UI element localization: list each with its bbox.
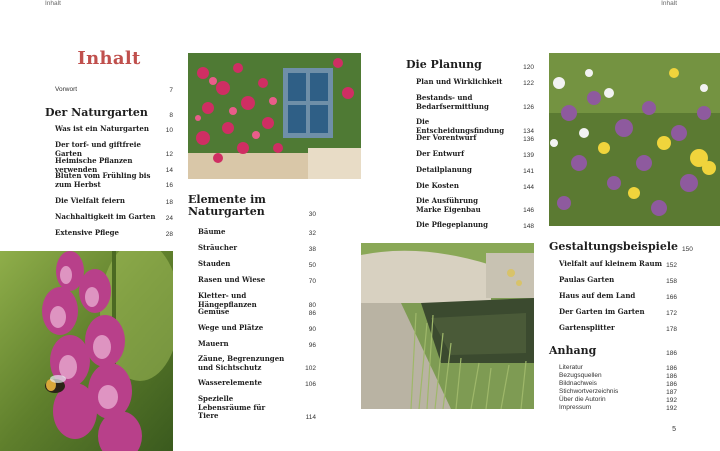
toc-label: Der Entwurf <box>416 149 465 158</box>
toc-page: 86 <box>308 309 316 317</box>
toc-entry[interactable] <box>559 404 677 412</box>
toc-entry[interactable] <box>198 276 316 285</box>
toc-section-elemente[interactable] <box>188 194 316 218</box>
toc-entry[interactable] <box>559 388 677 396</box>
toc-entry[interactable] <box>198 260 316 269</box>
toc-entry[interactable] <box>416 94 534 111</box>
toc-label: Plan und Wirklichkeit <box>416 77 503 86</box>
toc-entry[interactable] <box>416 78 534 87</box>
toc-page: 148 <box>523 222 534 230</box>
toc-label: Was ist ein Naturgarten <box>55 124 149 133</box>
toc-page: 139 <box>523 151 534 159</box>
toc-entry[interactable] <box>559 364 677 372</box>
toc-page: 106 <box>305 380 316 388</box>
toc-page: 178 <box>666 325 677 333</box>
toc-page: 144 <box>523 183 534 191</box>
toc-label: Vielfalt auf kleinem Raum <box>559 259 663 268</box>
toc-label: Paulas Garten <box>559 275 615 284</box>
toc-page: 172 <box>666 309 677 317</box>
toc-label: Stauden <box>198 259 231 268</box>
toc-label: Der torf- und giftfreie Garten <box>55 140 141 158</box>
toc-entry[interactable] <box>198 324 316 333</box>
toc-label: Bezugsquellen <box>559 372 602 379</box>
running-head-right: Inhalt <box>661 0 677 7</box>
toc-page: 18 <box>165 198 173 206</box>
toc-page: 152 <box>666 261 677 269</box>
toc-page: 192 <box>666 404 677 412</box>
toc-label: Blüten vom Frühling bis zum Herbst <box>55 171 151 189</box>
toc-entry[interactable] <box>559 308 677 317</box>
toc-page: 146 <box>523 207 534 214</box>
toc-page: 8 <box>169 112 173 119</box>
toc-page: 90 <box>308 325 316 333</box>
toc-entry[interactable] <box>55 197 173 206</box>
toc-label: Sträucher <box>198 243 238 252</box>
toc-label: Extensive Pflege <box>55 228 119 237</box>
toc-label: Nachhaltigkeit im Garten <box>55 212 156 221</box>
toc-label: Spezielle Lebensräume für Tiere <box>198 394 266 420</box>
toc-section-gestaltung[interactable] <box>549 240 693 253</box>
toc-label: Zäune, Begrenzungen und Sichtschutz <box>198 354 285 372</box>
toc-label: Haus auf dem Land <box>559 291 636 300</box>
toc-page: 12 <box>165 151 173 158</box>
toc-label: Die Vielfalt feiern <box>55 196 125 205</box>
toc-page: 141 <box>523 167 534 175</box>
toc-page: 186 <box>666 350 677 357</box>
toc-label: Impressum <box>559 404 592 411</box>
toc-section-naturgarten[interactable] <box>45 107 173 119</box>
toc-page: 186 <box>666 372 677 380</box>
toc-page: 38 <box>308 245 316 253</box>
toc-entry[interactable] <box>559 292 677 301</box>
toc-page: 186 <box>666 380 677 388</box>
toc-page: 187 <box>666 388 677 396</box>
toc-entry[interactable] <box>559 372 677 380</box>
toc-label: Der Garten im Garten <box>559 307 645 316</box>
page-title: Inhalt <box>77 48 141 69</box>
toc-entry-vorwort[interactable] <box>55 86 173 94</box>
toc-entry[interactable] <box>198 340 316 349</box>
toc-page: 7 <box>169 86 173 94</box>
toc-entry[interactable] <box>559 276 677 285</box>
toc-entry[interactable] <box>416 182 534 191</box>
toc-label: Wege und Plätze <box>198 323 264 332</box>
toc-page: 24 <box>165 214 173 222</box>
toc-section-title: Anhang <box>549 344 597 357</box>
toc-page: 126 <box>523 104 534 111</box>
toc-label: Über die Autorin <box>559 396 606 403</box>
toc-entry[interactable] <box>198 355 316 372</box>
toc-entry[interactable] <box>416 134 534 143</box>
toc-label: Bestands- und Bedarfsermittlung <box>416 93 489 111</box>
toc-section-title: Die Planung <box>406 58 482 71</box>
toc-page: 158 <box>666 277 677 285</box>
toc-entry[interactable] <box>559 396 677 404</box>
toc-label: Heimische Pflanzen verwenden <box>55 156 133 174</box>
toc-page: 10 <box>165 126 173 134</box>
toc-section-title: Elemente im Naturgarten <box>188 193 266 218</box>
toc-label: Kletter- und Hängepflanzen <box>198 291 257 309</box>
toc-label: Der Vorentwurf <box>416 133 477 142</box>
toc-page: 150 <box>682 246 693 253</box>
toc-label: Wasserelemente <box>198 378 263 387</box>
toc-entry[interactable] <box>559 380 677 388</box>
toc-page: 28 <box>165 230 173 238</box>
toc-label: Die Pflegeplanung <box>416 220 489 229</box>
toc-section-planung[interactable] <box>406 59 534 71</box>
toc-label: Die Kosten <box>416 181 459 190</box>
toc-entry[interactable] <box>198 228 316 237</box>
toc-page: 134 <box>523 128 534 135</box>
pond-garden-photo <box>361 243 534 409</box>
toc-label: Detailplanung <box>416 165 472 174</box>
toc-section-title: Der Naturgarten <box>45 106 148 119</box>
toc-entry[interactable] <box>55 229 173 238</box>
toc-entry[interactable] <box>55 213 173 222</box>
toc-page: 14 <box>165 167 173 174</box>
toc-label: Die Entscheidungsfindung <box>416 117 505 135</box>
toc-page: 16 <box>165 182 173 189</box>
toc-page: 80 <box>308 302 316 309</box>
toc-entry[interactable] <box>416 221 534 230</box>
toc-entry[interactable] <box>198 379 316 388</box>
toc-entry[interactable] <box>55 125 173 134</box>
toc-page: 186 <box>666 364 677 372</box>
toc-label: Gemüse <box>198 307 230 316</box>
toc-label: Die Ausführung Marke Eigenbau <box>416 196 481 214</box>
toc-entry[interactable] <box>416 150 534 159</box>
toc-page: 102 <box>305 365 316 372</box>
toc-entry[interactable] <box>416 197 534 214</box>
toc-label: Gartensplitter <box>559 323 615 332</box>
toc-page: 50 <box>308 261 316 269</box>
toc-page: 122 <box>523 79 534 87</box>
wildflower-meadow-photo <box>549 53 720 226</box>
toc-page: 30 <box>308 211 316 218</box>
foxglove-photo <box>0 251 173 451</box>
toc-section-anhang[interactable] <box>549 345 677 357</box>
toc-section-title: Gestaltungsbeispiele <box>549 240 679 253</box>
toc-label: Bäume <box>198 227 226 236</box>
toc-entry[interactable] <box>559 324 677 333</box>
rose-cottage-photo <box>188 53 361 179</box>
toc-entry[interactable] <box>55 172 173 189</box>
toc-page: 96 <box>308 341 316 349</box>
toc-label: Literatur <box>559 364 583 371</box>
toc-page: 166 <box>666 293 677 301</box>
toc-label: Bildnachweis <box>559 380 597 387</box>
toc-label: Stichwortverzeichnis <box>559 388 619 395</box>
running-head-left: Inhalt <box>45 0 61 7</box>
toc-label: Rasen und Wiese <box>198 275 266 284</box>
toc-label: Mauern <box>198 339 229 348</box>
toc-page: 192 <box>666 396 677 404</box>
toc-entry[interactable] <box>198 395 316 421</box>
toc-page: 70 <box>308 277 316 285</box>
toc-page: 120 <box>523 64 534 71</box>
page-number: 5 <box>672 426 676 433</box>
toc-entry[interactable] <box>198 308 316 317</box>
toc-entry[interactable] <box>416 166 534 175</box>
toc-page: 114 <box>305 413 316 421</box>
toc-entry[interactable] <box>198 244 316 253</box>
toc-page: 136 <box>523 135 534 143</box>
toc-label: Vorwort <box>55 86 78 93</box>
toc-entry[interactable] <box>559 260 677 269</box>
toc-page: 32 <box>308 229 316 237</box>
